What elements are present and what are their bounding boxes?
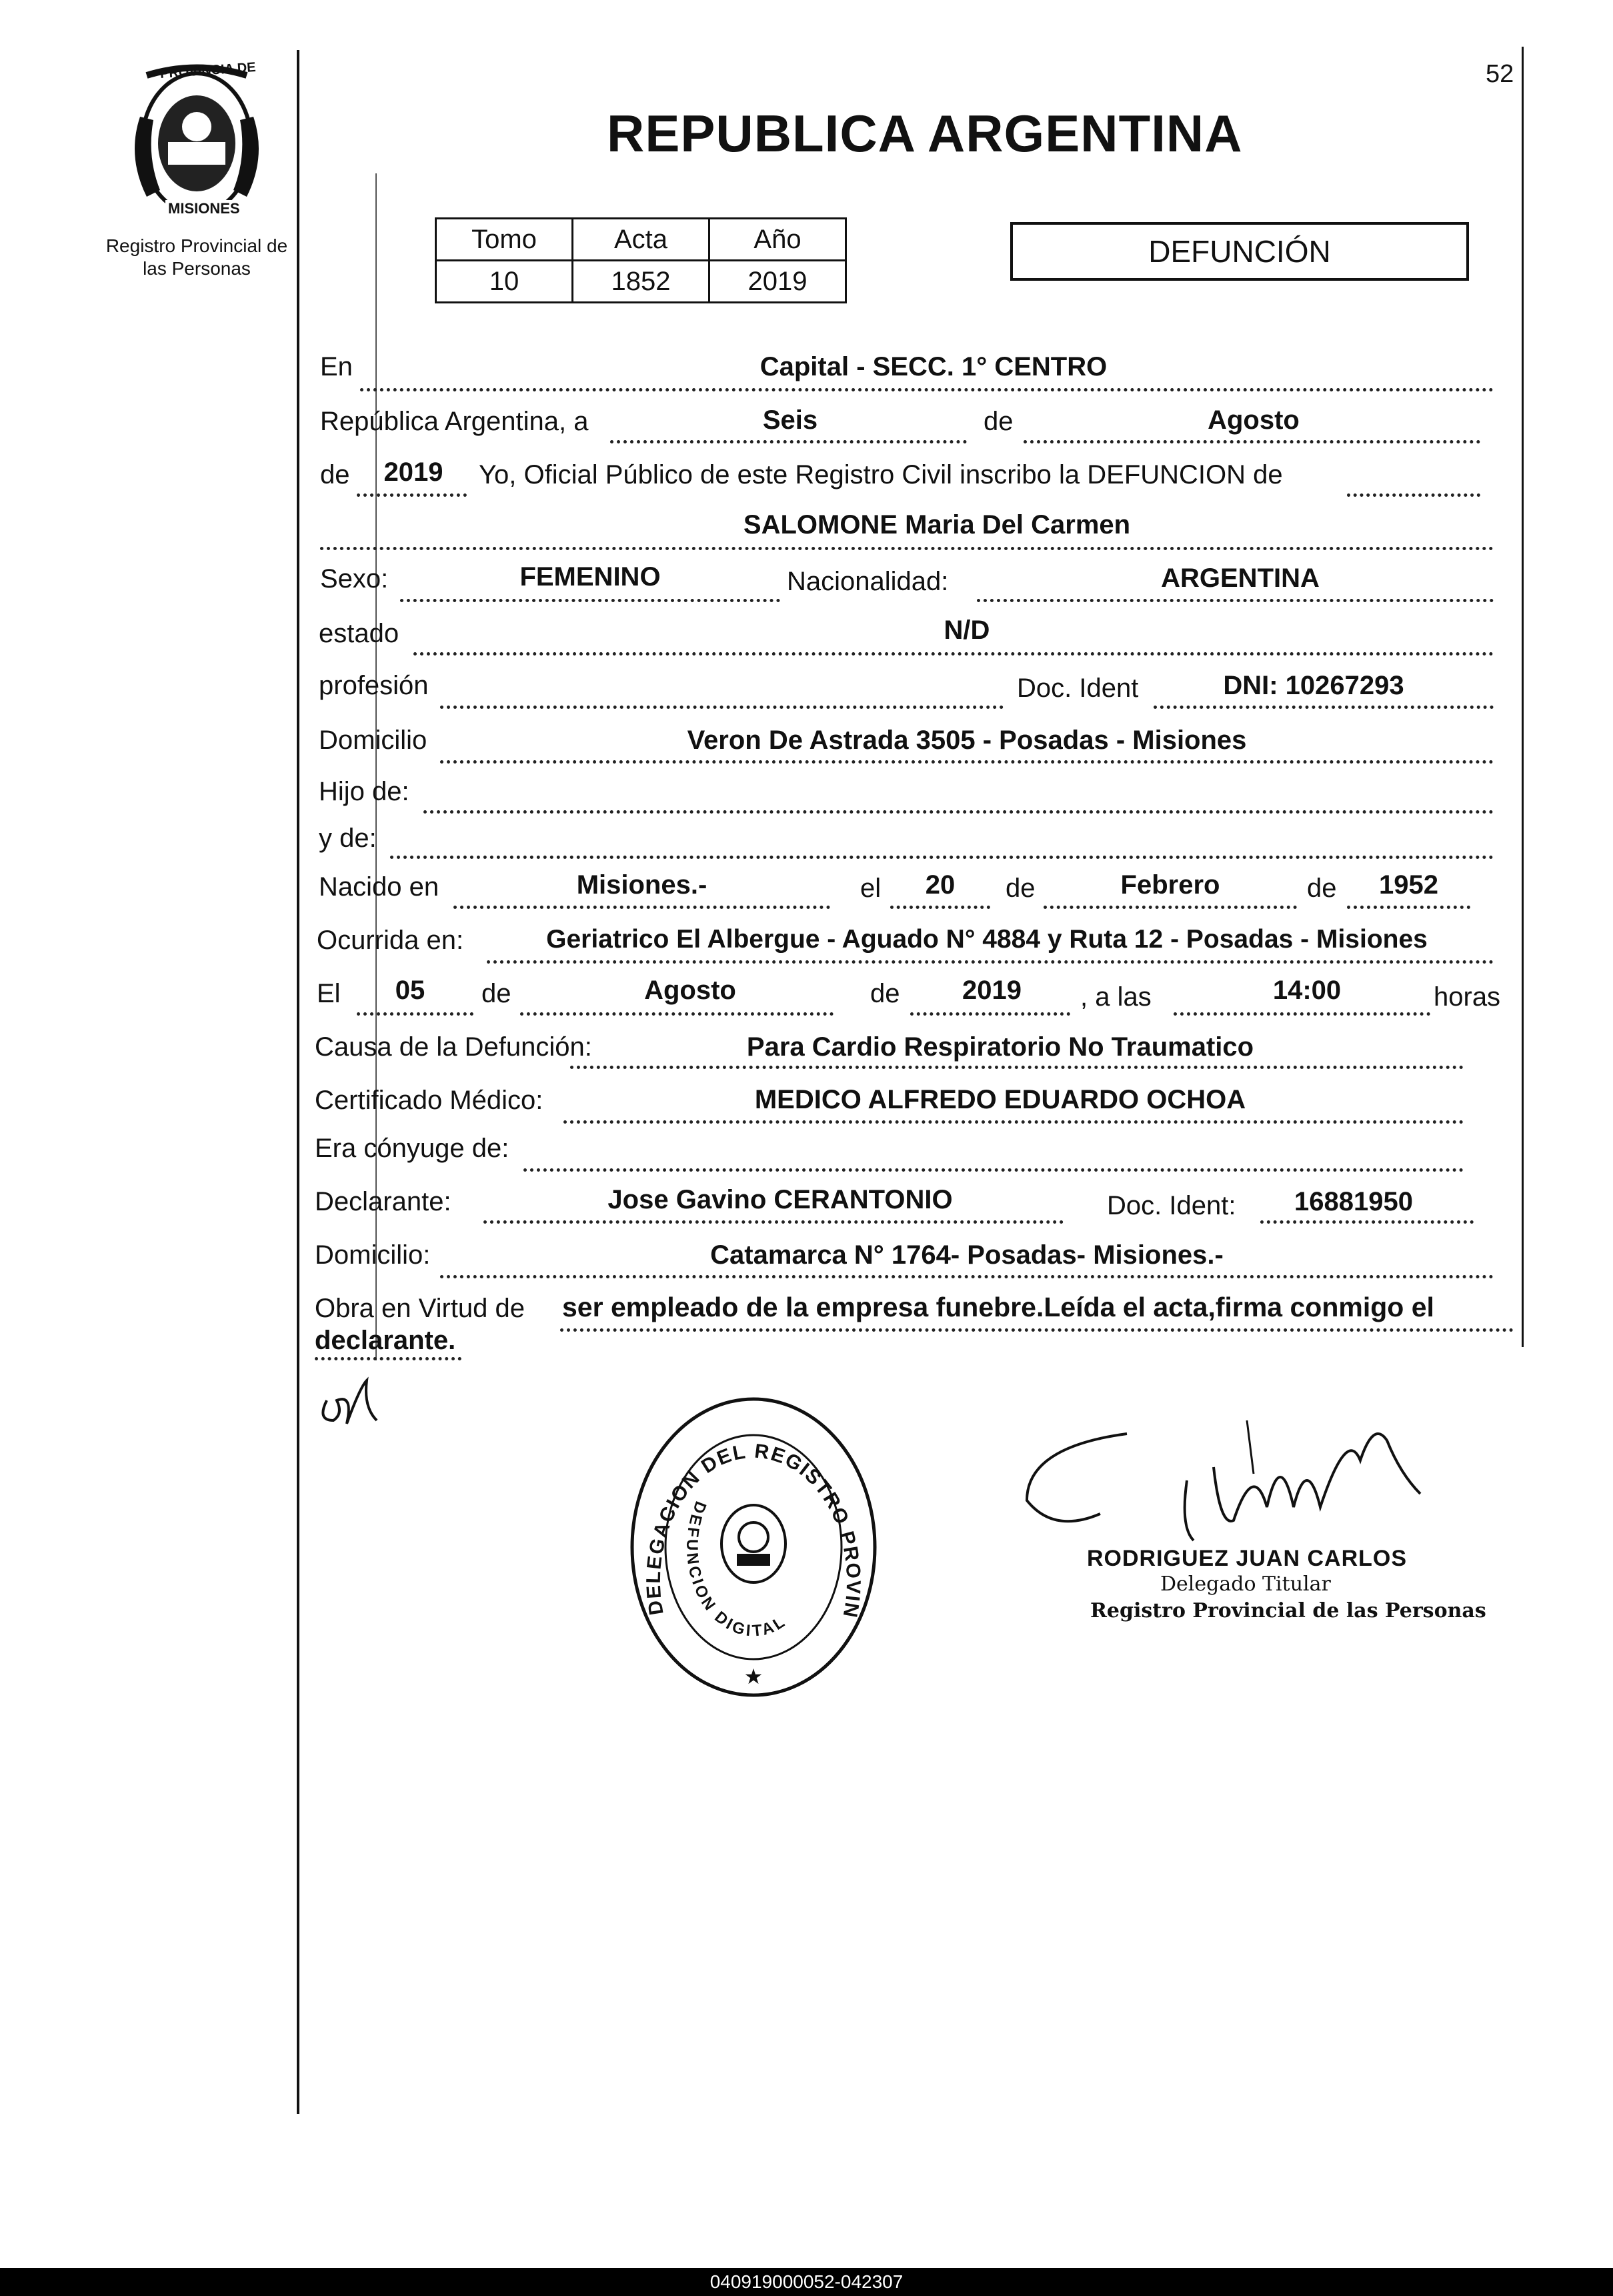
- statement: Yo, Oficial Público de este Registro Civil inscribo la DEFUNCION de: [479, 460, 1283, 489]
- rep-label: República Argentina, a: [320, 407, 589, 436]
- day-word: Seis: [762, 405, 818, 435]
- place-value: Capital - SECC. 1° CENTRO: [759, 352, 1108, 381]
- deceased-name: SALOMONE Maria Del Carmen: [743, 510, 1131, 539]
- horas-label: horas: [1434, 982, 1501, 1012]
- dots-conyuge: [523, 1168, 1464, 1172]
- right-edge-rule: [1522, 47, 1524, 1347]
- nacionalidad-value: ARGENTINA: [1161, 563, 1320, 593]
- dots-domicilio: [440, 760, 1494, 764]
- profesion-label: profesión: [319, 671, 429, 700]
- anio-value: 2019: [709, 261, 846, 303]
- binding-rule: [375, 173, 377, 1360]
- registry-name-line1: Registro Provincial de: [105, 235, 288, 256]
- ocurrida-lugar: Geriatrico El Albergue - Aguado N° 4884 y Ruta 12 - Posadas - Misiones: [546, 925, 1428, 954]
- stamp-outer-text: DELEGACION DEL REGISTRO PROVIN: [642, 1440, 865, 1620]
- dots-def-anio: [910, 1012, 1070, 1016]
- dots-nacido-mes: [1044, 906, 1297, 909]
- dots-y-de: [390, 856, 1494, 859]
- ocurrida-label: Ocurrida en:: [317, 926, 464, 955]
- nacido-de-label-2: de: [1307, 874, 1337, 903]
- declarante-label: Declarante:: [315, 1187, 451, 1216]
- stamp-inner-text: DEFUNCION DIGITAL: [683, 1498, 790, 1640]
- decl-domicilio-value: Catamarca N° 1764- Posadas- Misiones.-: [710, 1240, 1224, 1270]
- dots-name: [320, 547, 1494, 550]
- dots-nacido-lugar: [453, 906, 830, 909]
- tomo-header: Tomo: [436, 219, 573, 261]
- dots-day: [610, 440, 967, 443]
- dots-obra-1: [560, 1328, 1514, 1332]
- dots-doc-ident: [1154, 706, 1494, 709]
- dots-sexo: [400, 599, 780, 602]
- anio-header: Año: [709, 219, 846, 261]
- certificado-value: MEDICO ALFREDO EDUARDO OCHOA: [754, 1085, 1246, 1114]
- dots-def-dia: [357, 1012, 473, 1016]
- dots-place: [360, 388, 1494, 391]
- acta-value: 1852: [573, 261, 709, 303]
- nacionalidad-label: Nacionalidad:: [787, 567, 949, 596]
- nacido-el-label: el: [860, 874, 882, 903]
- dots-def-hora: [1174, 1012, 1430, 1016]
- decl-doc-value: 16881950: [1294, 1187, 1413, 1216]
- dots-nacionalidad: [977, 599, 1494, 602]
- tomo-value: 10: [436, 261, 573, 303]
- record-type: DEFUNCIÓN: [1148, 234, 1331, 269]
- month-value: Agosto: [1208, 405, 1300, 435]
- def-dia: 05: [395, 976, 425, 1005]
- dots-ocurrida: [487, 960, 1494, 964]
- def-anio: 2019: [962, 976, 1022, 1005]
- signature-scribble: [1014, 1407, 1447, 1560]
- dots-causa: [570, 1066, 1464, 1069]
- def-mes: Agosto: [644, 976, 736, 1005]
- dots-certificado: [563, 1120, 1464, 1124]
- obra-label: Obra en Virtud de: [315, 1294, 525, 1323]
- year-value: 2019: [383, 457, 443, 487]
- causa-value: Para Cardio Respiratorio No Traumatico: [746, 1032, 1254, 1062]
- signature-org: Registro Provincial de las Personas: [1090, 1599, 1486, 1622]
- emblem-bottom-text: MISIONES: [165, 200, 243, 217]
- obra-text-2: declarante.: [315, 1326, 456, 1355]
- dots-def-mes: [520, 1012, 834, 1016]
- causa-label: Causa de la Defunción:: [315, 1032, 592, 1062]
- footer-code: 040919000052-042307: [709, 2271, 904, 2292]
- def-de-label-2: de: [870, 979, 900, 1008]
- estado-value: N/D: [944, 616, 990, 645]
- registry-name: [87, 235, 307, 280]
- left-margin-rule: [297, 50, 299, 2114]
- svg-text:★: ★: [743, 1664, 763, 1688]
- dots-statement: [1347, 493, 1480, 497]
- sexo-value: FEMENINO: [519, 562, 661, 592]
- decl-doc-label: Doc. Ident:: [1107, 1191, 1236, 1220]
- emblem-top-text: PROVINCIA DE: [159, 60, 257, 81]
- de-label-1: de: [984, 407, 1014, 436]
- sexo-label: Sexo:: [320, 564, 389, 594]
- domicilio-value: Veron De Astrada 3505 - Posadas - Misiones: [687, 726, 1247, 755]
- dots-month: [1024, 440, 1480, 443]
- en-label: En: [320, 352, 353, 381]
- dots-nacido-anio: [1347, 906, 1470, 909]
- registry-emblem: [120, 60, 273, 223]
- dots-hijo: [423, 810, 1494, 814]
- declarante-value: Jose Gavino CERANTONIO: [607, 1185, 953, 1214]
- dots-decl-domicilio: [440, 1275, 1494, 1278]
- hijo-label: Hijo de:: [319, 777, 409, 806]
- nacido-anio: 1952: [1379, 870, 1438, 900]
- record-table: [435, 217, 847, 303]
- de-label-2: de: [320, 460, 350, 489]
- nacido-lugar: Misiones.-: [576, 870, 707, 900]
- dots-year: [357, 493, 467, 497]
- y-de-label: y de:: [319, 824, 377, 853]
- record-type-box: [1010, 222, 1469, 281]
- official-stamp: [623, 1394, 884, 1700]
- handwritten-initials: [313, 1374, 400, 1437]
- conyuge-label: Era cónyuge de:: [315, 1134, 509, 1163]
- obra-text-1: ser empleado de la empresa funebre.Leída el acta,firma conmigo el: [562, 1292, 1434, 1322]
- dots-decl-doc: [1260, 1220, 1474, 1224]
- doc-ident-label: Doc. Ident: [1017, 674, 1139, 703]
- certificado-label: Certificado Médico:: [315, 1086, 543, 1115]
- nacido-mes: Febrero: [1120, 870, 1220, 900]
- estado-label: estado: [319, 619, 399, 648]
- def-hora: 14:00: [1272, 976, 1342, 1005]
- decl-domicilio-label: Domicilio:: [315, 1240, 431, 1270]
- nacido-label: Nacido en: [319, 872, 439, 902]
- signature-title: Delegado Titular: [1160, 1572, 1331, 1596]
- a-las-label: , a las: [1080, 982, 1152, 1012]
- el-label: El: [317, 979, 341, 1008]
- dots-profesion: [440, 706, 1004, 709]
- dots-estado: [413, 652, 1494, 656]
- nacido-dia: 20: [925, 870, 956, 900]
- registry-name-line2: las Personas: [143, 258, 251, 279]
- page-title: REPUBLICA ARGENTINA: [607, 104, 1243, 163]
- page-number: 52: [1486, 60, 1514, 88]
- acta-header: Acta: [573, 219, 709, 261]
- dots-obra-2: [315, 1357, 461, 1360]
- def-de-label-1: de: [481, 979, 511, 1008]
- nacido-de-label-1: de: [1006, 874, 1036, 903]
- domicilio-label: Domicilio: [319, 726, 427, 755]
- dots-nacido-dia: [890, 906, 990, 909]
- signature-name: RODRIGUEZ JUAN CARLOS: [1087, 1546, 1408, 1571]
- doc-ident-value: DNI: 10267293: [1223, 671, 1404, 700]
- dots-declarante: [483, 1220, 1064, 1224]
- footer-bar: [0, 2268, 1613, 2296]
